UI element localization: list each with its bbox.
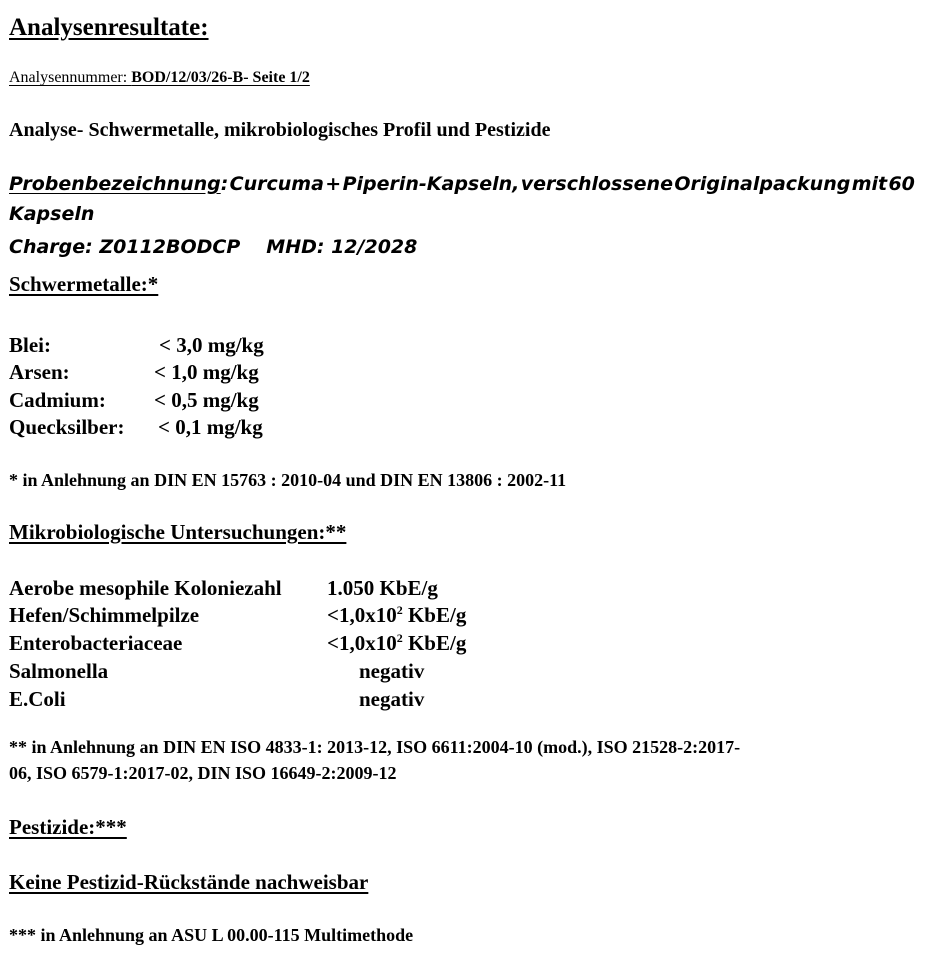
mhd: MHD: 12/2028 [266,236,418,258]
analysennummer-value: BOD/12/03/26-B- Seite 1/2 [131,69,310,86]
mikro-value-base: <1,0x10 [327,603,397,627]
probe-word: verschlossene [520,173,673,195]
schwermetall-value: < 0,1 mg/kg [158,415,263,439]
mikro-label: Aerobe mesophile Koloniezahl [9,576,282,600]
schwermetalle-heading: Schwermetalle:* [9,272,159,296]
schwermetall-value: < 1,0 mg/kg [154,360,259,384]
mikro-value: negativ [359,659,425,683]
probe-word: + [325,173,342,195]
schwermetall-label: Cadmium: [9,388,106,412]
mikro-value-base: <1,0x10 [327,631,397,655]
probenbezeichnung-label: Probenbezeichnung [9,173,221,195]
schwermetall-row [9,332,264,359]
mikro-row [9,686,425,713]
mikro-label: E.Coli [9,687,66,711]
schwermetall-value: < 0,5 mg/kg [154,388,259,412]
probe-word: 60 [888,173,915,195]
pestizide-result: Keine Pestizid-Rückstände nachweisbar [9,870,369,894]
schwermetall-row [9,359,259,386]
mikro-row [9,630,467,657]
schwermetall-value: < 3,0 mg/kg [159,333,264,357]
mikro-value-unit: KbE/g [402,631,467,655]
charge: Charge: Z0112BODCP [9,236,241,258]
schwermetalle-footnote: * in Anlehnung an DIN EN 15763 : 2010-04 und DIN EN 13806 : 2002-11 [9,470,567,490]
charge-line [9,236,417,258]
probenbezeichnung-label-group [9,173,228,195]
mikro-value [327,630,466,657]
analysennummer [9,69,310,87]
probe-word: Curcuma [229,173,324,195]
mikro-value-exponent: 2 [396,603,403,617]
probenbezeichnung-line-1 [9,173,915,195]
schwermetall-label: Arsen: [9,360,70,384]
pestizide-heading: Pestizide:*** [9,815,127,839]
analyse-heading: Analyse- Schwermetalle, mikrobiologisches Profil und Pestizide [9,119,551,141]
mikro-label: Enterobacteriaceae [9,631,183,655]
mikro-heading: Mikrobiologische Untersuchungen:** [9,520,347,544]
mikro-value: 1.050 KbE/g [327,576,438,600]
analysennummer-label: Analysennummer: [9,69,132,86]
mikro-row [9,602,467,629]
mikro-label: Hefen/Schimmelpilze [9,603,200,627]
mikro-label: Salmonella [9,659,109,683]
page-title: Analysenresultate: [9,14,209,41]
probe-word: Originalpackung [674,173,851,195]
mikro-footnote-line-1: ** in Anlehnung an DIN EN ISO 4833-1: 2013-12, ISO 6611:2004-10 (mod.), ISO 21528-2:2017- [9,737,741,757]
mikro-row [9,658,425,685]
schwermetall-label: Blei: [9,333,51,357]
schwermetall-label: Quecksilber: [9,415,125,439]
pestizide-footnote: *** in Anlehnung an ASU L 00.00-115 Multimethode [9,925,414,945]
mikro-row [9,575,438,602]
probe-word: Piperin-Kapseln, [342,173,520,195]
mikro-value: negativ [359,687,425,711]
probenbezeichnung-line-2: Kapseln [9,203,95,225]
mikro-value [327,602,466,629]
schwermetall-row [9,414,263,441]
schwermetall-row [9,387,259,414]
probe-word: mit [851,173,888,195]
mikro-value-unit: KbE/g [402,603,467,627]
probenbezeichnung-colon: : [220,173,229,195]
mikro-footnote-line-2: 06, ISO 6579-1:2017-02, DIN ISO 16649-2:2009-12 [9,763,397,783]
mikro-value-exponent: 2 [396,631,403,645]
